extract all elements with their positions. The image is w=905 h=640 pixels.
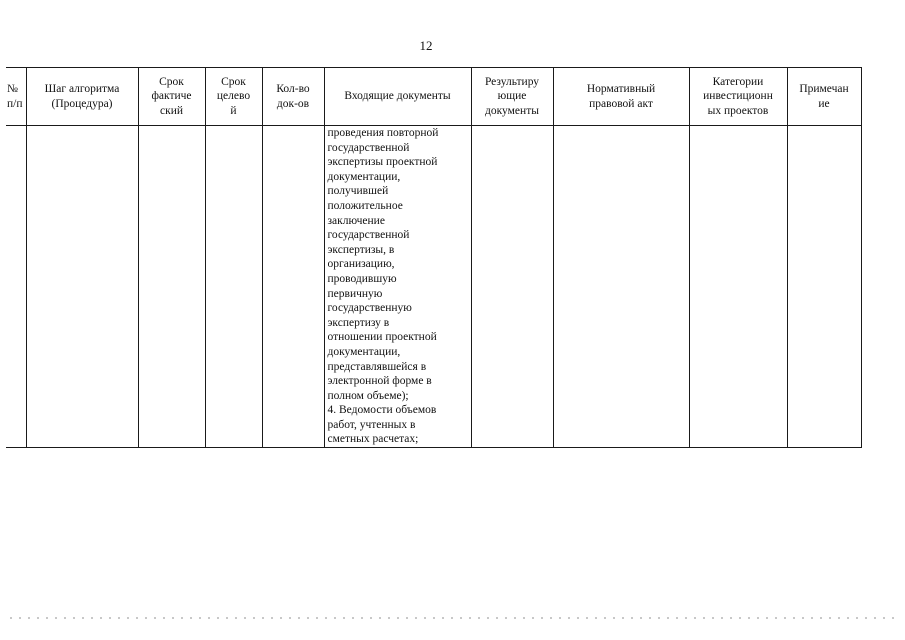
cell-doc-count <box>262 126 324 448</box>
header-doc-count: Кол-во док-ов <box>262 68 324 126</box>
cell-number <box>6 126 26 448</box>
header-algorithm-step: Шаг алгоритма (Процедура) <box>26 68 138 126</box>
cell-resulting-docs <box>471 126 553 448</box>
scan-edge-artifact <box>10 617 895 619</box>
header-notes: Примечан ие <box>787 68 861 126</box>
cell-actual-term <box>138 126 205 448</box>
header-actual-term: Срок фактиче ский <box>138 68 205 126</box>
header-incoming-docs: Входящие документы <box>324 68 471 126</box>
procedure-table <box>6 67 862 448</box>
cell-project-categories <box>689 126 787 448</box>
header-target-term: Срок целево й <box>205 68 262 126</box>
table-row <box>6 126 861 448</box>
header-legal-act: Нормативный правовой акт <box>553 68 689 126</box>
header-project-categories: Категории инвестиционн ых проектов <box>689 68 787 126</box>
table-header-row <box>6 68 861 126</box>
cell-notes <box>787 126 861 448</box>
page-number: 12 <box>419 38 433 53</box>
cell-incoming-docs: проведения повторной государственной экспертизы проектной документации, получившей положительное заключение государственной экспертизы, в организацию, проводившую первичную государственную экспертизу в отношении проектной документации, представлявшейся в электронной форме в полном объеме); 4. Ведомости объемов работ, учтенных в сметных расчетах; <box>324 126 471 448</box>
cell-target-term <box>205 126 262 448</box>
cell-legal-act <box>553 126 689 448</box>
header-resulting-docs: Результиру ющие документы <box>471 68 553 126</box>
header-number: № п/п <box>6 68 26 126</box>
cell-algorithm-step <box>26 126 138 448</box>
